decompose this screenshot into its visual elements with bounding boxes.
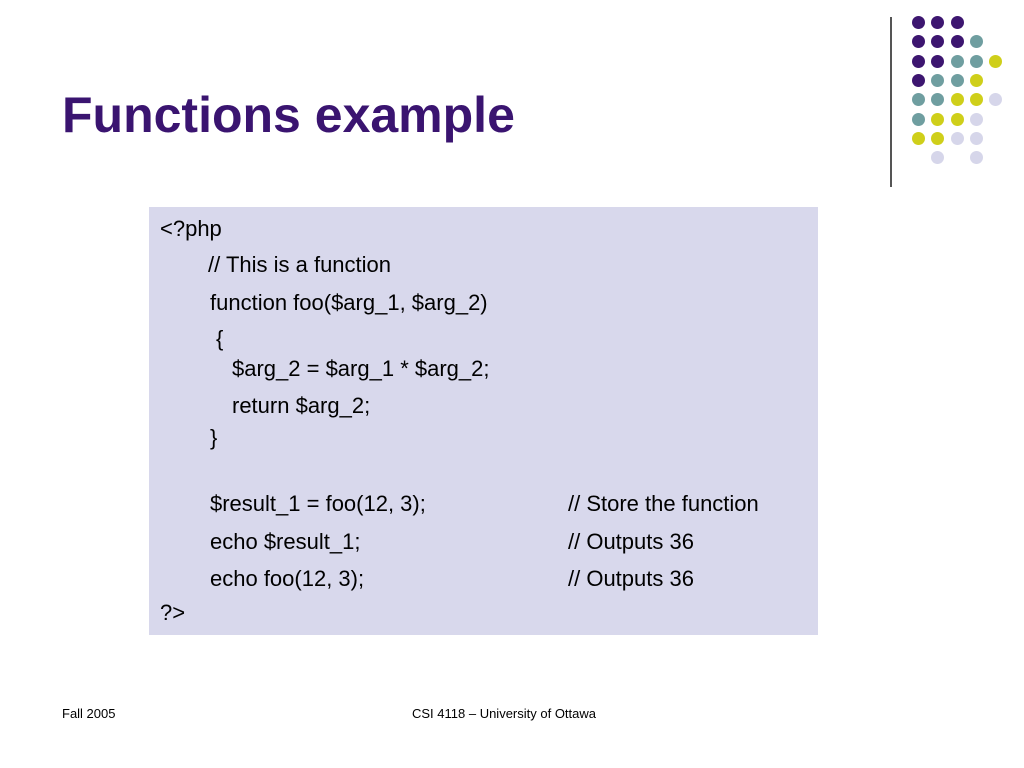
decorative-dot	[951, 35, 964, 48]
decorative-dot	[931, 16, 944, 29]
decorative-dot	[931, 74, 944, 87]
decorative-dot	[931, 151, 944, 164]
decorative-dot	[970, 132, 983, 145]
decorative-dot	[951, 132, 964, 145]
decorative-dot	[912, 35, 925, 48]
decorative-dot	[989, 55, 1002, 68]
decorative-dot	[951, 74, 964, 87]
code-comment: // This is a function	[208, 252, 392, 277]
decorative-dot	[912, 55, 925, 68]
code-echo-call: echo foo(12, 3);	[210, 566, 365, 591]
decorative-dot	[989, 93, 1002, 106]
footer-date: Fall 2005	[62, 706, 116, 721]
code-open-tag: <?php	[160, 216, 222, 241]
decorative-dot	[951, 55, 964, 68]
decorative-dot	[912, 113, 925, 126]
decorative-dot	[912, 74, 925, 87]
code-echo-result-comment: // Outputs 36	[568, 529, 694, 554]
decorative-dot	[970, 151, 983, 164]
code-brace-open: {	[216, 326, 224, 351]
decorative-dot	[951, 93, 964, 106]
code-echo-result: echo $result_1;	[210, 529, 361, 554]
decorative-dot	[970, 74, 983, 87]
slide-title: Functions example	[62, 87, 515, 143]
decorative-dot	[931, 93, 944, 106]
footer-course: CSI 4118 – University of Ottawa	[412, 706, 597, 721]
decorative-dot	[931, 113, 944, 126]
decorative-dot	[970, 113, 983, 126]
decorative-dot	[912, 16, 925, 29]
code-brace-close: }	[210, 425, 218, 450]
decorative-dot	[970, 35, 983, 48]
code-block	[149, 207, 818, 635]
decorative-dot	[951, 113, 964, 126]
decorative-dot	[931, 35, 944, 48]
decorative-dot	[970, 93, 983, 106]
code-body-line: $arg_2 = $arg_1 * $arg_2;	[232, 356, 490, 381]
decorative-dot	[912, 93, 925, 106]
decorative-dot	[931, 132, 944, 145]
code-body-line: return $arg_2;	[232, 393, 371, 418]
code-result-comment: // Store the function	[568, 491, 759, 516]
title-divider	[890, 17, 892, 187]
decorative-dot	[951, 16, 964, 29]
decorative-dot	[931, 55, 944, 68]
code-function-signature: function foo($arg_1, $arg_2)	[210, 290, 488, 315]
code-echo-call-comment: // Outputs 36	[568, 566, 694, 591]
code-result-assignment: $result_1 = foo(12, 3);	[210, 491, 426, 516]
code-close-tag: ?>	[160, 600, 186, 625]
decorative-dot	[970, 55, 983, 68]
decorative-dot	[912, 132, 925, 145]
